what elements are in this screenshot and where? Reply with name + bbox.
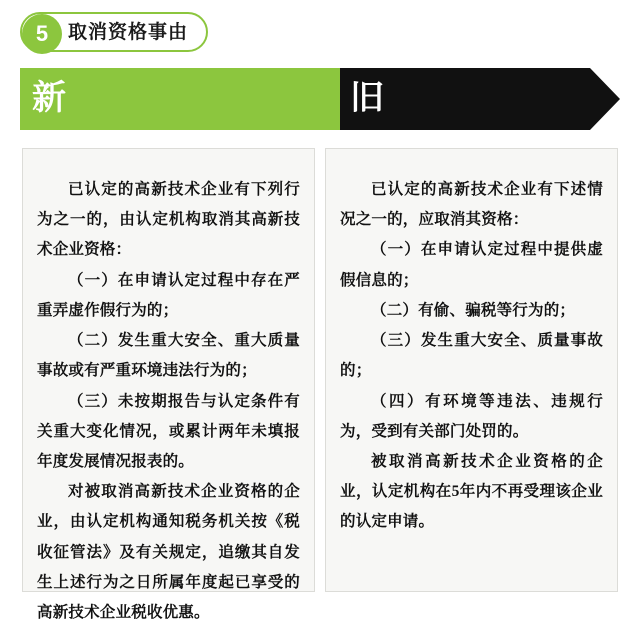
banner-shape [20, 68, 620, 130]
paragraph: （一）在申请认定过程中存在严重弄虚作假行为的； [37, 271, 300, 319]
section-number-circle: 5 [22, 14, 62, 54]
banner-label-old: 旧 [350, 79, 384, 117]
paragraph: 已认定的高新技术企业有下述情况之一的，应取消其资格： [340, 181, 603, 229]
banner-label-new: 新 [32, 79, 66, 117]
comparison-panels [22, 148, 618, 622]
paragraph: （二）发生重大安全、重大质量事故或有严重环境违法行为的； [37, 332, 300, 380]
section-title-text: 取消资格事由 [68, 21, 189, 43]
paragraph: 已认定的高新技术企业有下列行为之一的，由认定机构取消其高新技术企业资格： [37, 181, 300, 259]
paragraph: 对被取消高新技术企业资格的企业，由认定机构通知税务机关按《税收征管法》及有关规定，追缴其自发生上述行为之日所属年度起已享受的高新技术企业税收优惠。 [37, 483, 300, 622]
paragraph: （三）未按期报告与认定条件有关重大变化情况，或累计两年未填报年度发展情况报表的。 [37, 392, 300, 470]
panel-new [22, 148, 315, 622]
paragraph: （一）在申请认定过程中提供虚假信息的； [340, 241, 603, 289]
section-title-pill [20, 12, 208, 52]
banner-new-block [20, 68, 340, 130]
paragraph: 被取消高新技术企业资格的企业，认定机构在5年内不再受理该企业的认定申请。 [340, 452, 603, 531]
panel-old-body [340, 175, 603, 538]
section-badge [20, 10, 208, 54]
paragraph: （四）有环境等违法、违规行为，受到有关部门处罚的。 [340, 392, 603, 440]
paragraph: （二）有偷、骗税等行为的； [371, 301, 576, 319]
panel-new-body [37, 175, 300, 628]
paragraph: （三）发生重大安全、质量事故的； [340, 332, 603, 380]
panel-old [325, 148, 618, 592]
comparison-banner [20, 68, 620, 130]
